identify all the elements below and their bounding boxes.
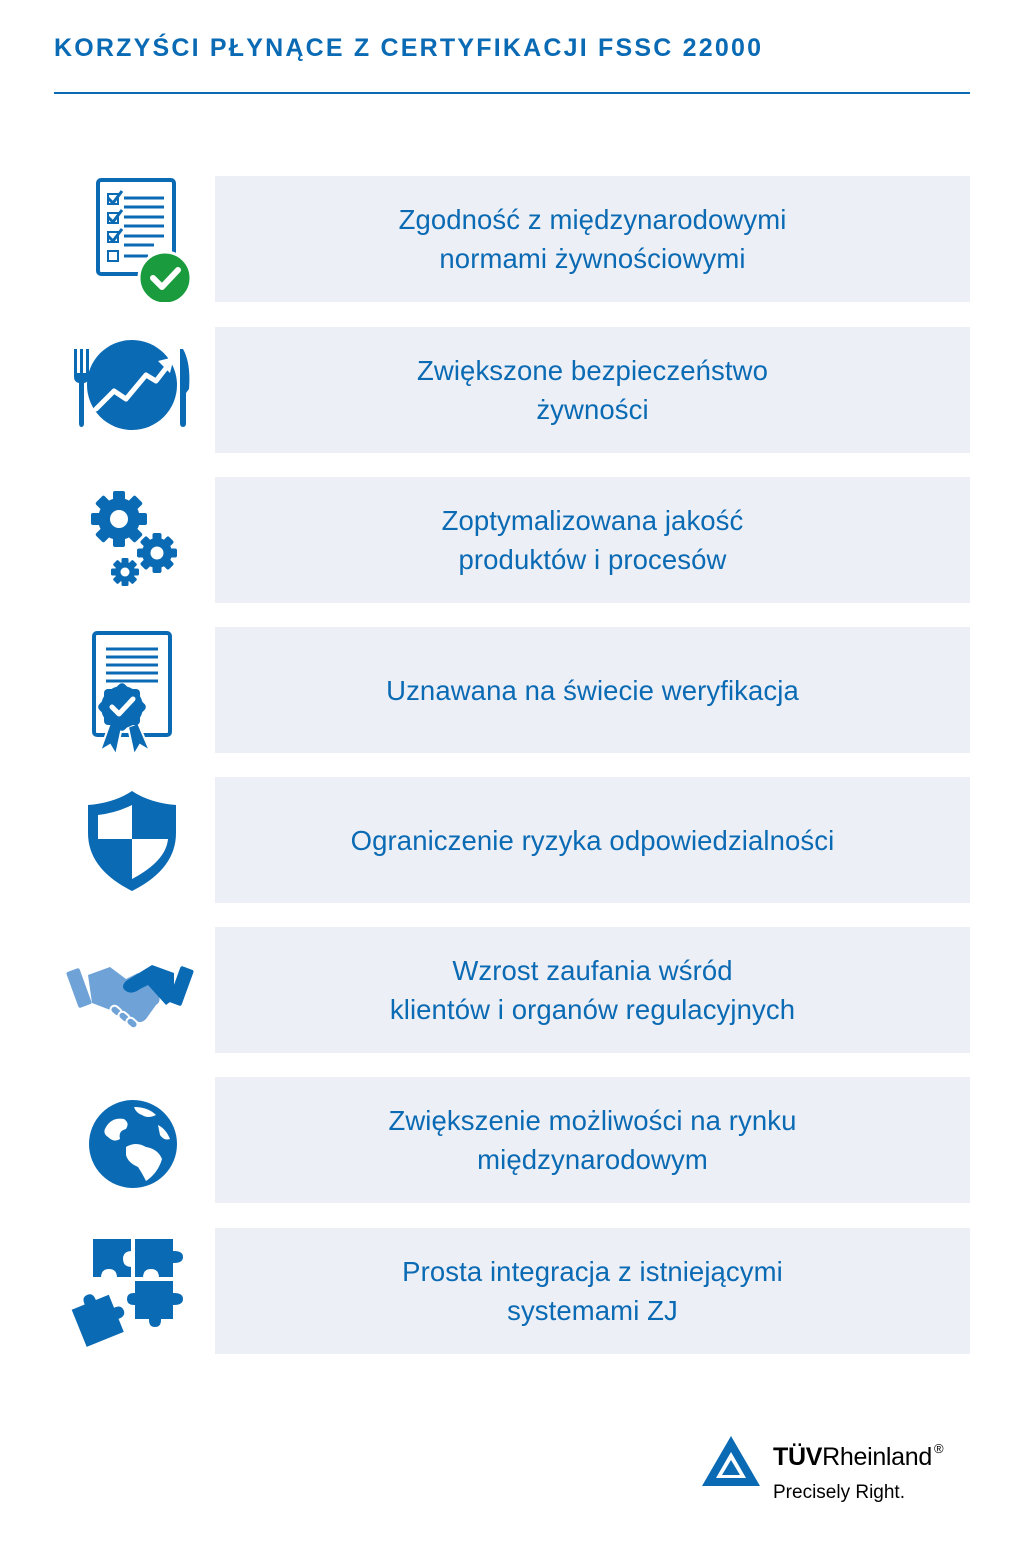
title-divider bbox=[54, 92, 970, 94]
benefit-text-2: Zwiększone bezpieczeństwo żywności bbox=[416, 355, 768, 425]
brand-tagline: Precisely Right. bbox=[773, 1482, 905, 1503]
benefit-row-3 bbox=[0, 477, 1024, 603]
tuv-triangle-icon bbox=[700, 1434, 762, 1490]
handshake-icon bbox=[62, 927, 202, 1053]
benefit-text-5: Ograniczenie ryzyka odpowiedzialności bbox=[350, 824, 835, 856]
brand-regular: Rheinland bbox=[822, 1443, 932, 1471]
benefit-box-7 bbox=[215, 1077, 970, 1203]
benefit-text-7: Zwiększenie możliwości na rynku międzynarodowym bbox=[388, 1105, 797, 1175]
benefit-row-4 bbox=[0, 627, 1024, 753]
benefit-box-1 bbox=[215, 176, 970, 302]
benefit-row-8 bbox=[0, 1228, 1024, 1354]
benefit-text-3: Zoptymalizowana jakość produktów i procesów bbox=[441, 505, 744, 575]
globe-icon bbox=[62, 1077, 202, 1203]
benefit-box-8 bbox=[215, 1228, 970, 1354]
gears-icon bbox=[62, 477, 202, 603]
benefit-text-1: Zgodność z międzynarodowymi normami żywnościowymi bbox=[398, 204, 787, 274]
registered-mark: ® bbox=[934, 1441, 944, 1456]
page-title: KORZYŚCI PŁYNĄCE Z CERTYFIKACJI FSSC 22000 bbox=[54, 34, 764, 62]
plate-growth-icon bbox=[62, 327, 202, 453]
certificate-icon bbox=[62, 627, 202, 753]
benefit-text-4: Uznawana na świecie weryfikacja bbox=[386, 674, 799, 706]
checklist-icon bbox=[62, 176, 202, 302]
shield-icon bbox=[62, 777, 202, 903]
benefit-text-6: Wzrost zaufania wśród klientów i organów regulacyjnych bbox=[389, 955, 796, 1025]
benefit-row-1 bbox=[0, 176, 1024, 302]
puzzle-icon bbox=[62, 1228, 202, 1354]
benefit-text-8: Prosta integracja z istniejącymi systemami ZJ bbox=[402, 1256, 783, 1326]
benefit-row-2 bbox=[0, 327, 1024, 453]
benefit-row-5 bbox=[0, 777, 1024, 903]
benefit-box-3 bbox=[215, 477, 970, 603]
benefit-box-4 bbox=[215, 627, 970, 753]
brand-name bbox=[773, 1443, 943, 1472]
benefit-box-6 bbox=[215, 927, 970, 1053]
benefit-box-5 bbox=[215, 777, 970, 903]
benefit-row-6 bbox=[0, 927, 1024, 1053]
brand-bold: TÜV bbox=[773, 1443, 823, 1471]
benefit-row-7 bbox=[0, 1077, 1024, 1203]
benefit-box-2 bbox=[215, 327, 970, 453]
tuv-rheinland-logo bbox=[700, 1434, 1000, 1514]
